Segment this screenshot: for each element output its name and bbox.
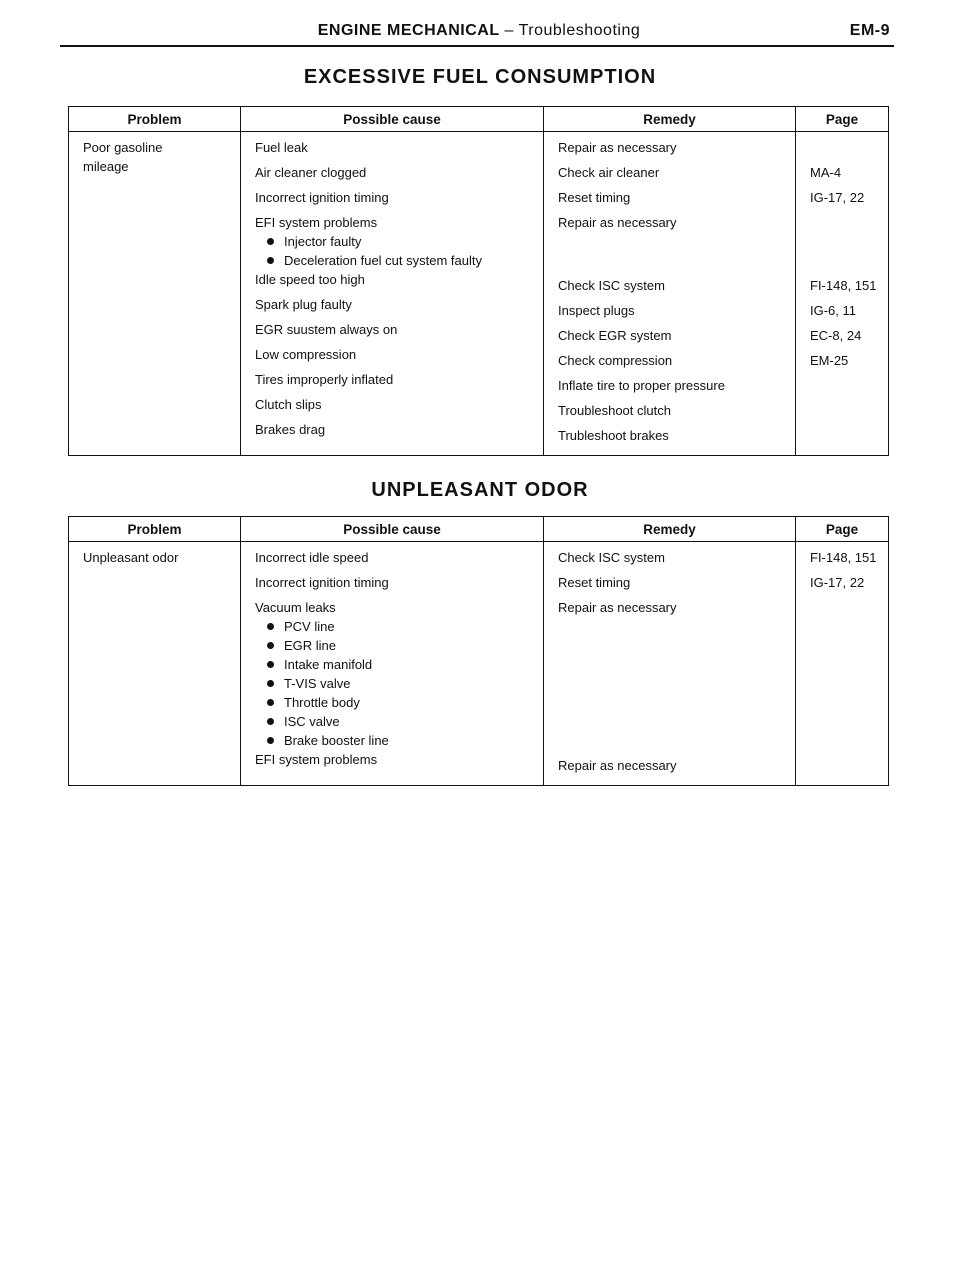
fuel-consumption-table: [68, 106, 889, 456]
cause-text: Air cleaner clogged: [255, 165, 367, 180]
problem-text: mileage: [83, 159, 129, 174]
remedy-text: Trubleshoot brakes: [558, 428, 669, 443]
bullet-icon: [267, 680, 274, 687]
problem-text: Unpleasant odor: [83, 550, 179, 565]
page-ref: IG-17, 22: [810, 190, 865, 205]
problem-cell: [69, 542, 241, 786]
table-header-row: [69, 517, 889, 542]
cause-sub-text: Deceleration fuel cut system faulty: [284, 253, 482, 268]
page-cell: [796, 132, 889, 456]
page-ref: FI-148, 151: [810, 278, 877, 293]
bullet-icon: [267, 718, 274, 725]
cause-sub-text: ISC valve: [284, 714, 340, 729]
page-ref: EC-8, 24: [810, 328, 862, 343]
fuel-table-body: [69, 132, 889, 456]
column-header-remedy: Remedy: [544, 517, 796, 542]
page-ref: [810, 376, 888, 395]
remedy-text: Repair as necessary: [558, 758, 677, 773]
table-header-row: [69, 107, 889, 132]
remedy-text: Inspect plugs: [558, 303, 635, 318]
remedy-text: Check ISC system: [558, 278, 665, 293]
page-ref: [810, 426, 888, 445]
cause-sub-item: [255, 636, 543, 655]
header-subsection: – Troubleshooting: [499, 22, 641, 39]
cause-sub-item: [255, 712, 543, 731]
remedy-cell: [544, 132, 796, 456]
cause-text: Tires improperly inflated: [255, 372, 394, 387]
cause-text: Clutch slips: [255, 397, 322, 412]
column-header-cause: Possible cause: [241, 107, 544, 132]
page-ref: MA-4: [810, 165, 842, 180]
cause-cell: [241, 542, 544, 786]
page-ref: [810, 138, 888, 157]
cause-sub-text: Brake booster line: [284, 733, 389, 748]
header-rule: [60, 45, 894, 47]
bullet-icon: [267, 257, 274, 264]
column-header-problem: Problem: [69, 517, 241, 542]
cause-text: Fuel leak: [255, 140, 308, 155]
page-ref: [810, 598, 888, 617]
unpleasant-odor-table: [68, 516, 889, 786]
bullet-icon: [267, 238, 274, 245]
column-header-page: Page: [796, 517, 889, 542]
remedy-text: Troubleshoot clutch: [558, 403, 671, 418]
remedy-text: Repair as necessary: [558, 215, 677, 230]
remedy-text: Repair as necessary: [558, 140, 677, 155]
bullet-icon: [267, 623, 274, 630]
remedy-text: Check air cleaner: [558, 165, 660, 180]
bullet-icon: [267, 661, 274, 668]
problem-cell: [69, 132, 241, 456]
cause-sub-item: [255, 731, 543, 750]
column-header-problem: Problem: [69, 107, 241, 132]
remedy-text: Repair as necessary: [558, 600, 677, 615]
cause-text: Vacuum leaks: [255, 600, 336, 615]
cause-sub-item: [255, 617, 543, 636]
header-section: ENGINE MECHANICAL: [317, 22, 500, 39]
cause-text: EFI system problems: [255, 752, 378, 767]
cause-sub-text: Intake manifold: [284, 657, 373, 672]
cause-sub-text: PCV line: [284, 619, 335, 634]
page-ref: IG-17, 22: [810, 575, 865, 590]
page-ref: [810, 756, 888, 775]
odor-section-title: UNPLEASANT ODOR: [371, 479, 589, 501]
cause-text: Low compression: [255, 347, 357, 362]
page-ref: [810, 213, 888, 232]
cause-sub-item: [255, 232, 543, 251]
column-header-cause: Possible cause: [241, 517, 544, 542]
cause-cell: [241, 132, 544, 456]
remedy-text: Reset timing: [558, 190, 631, 205]
bullet-icon: [267, 699, 274, 706]
bullet-icon: [267, 642, 274, 649]
column-header-page: Page: [796, 107, 889, 132]
remedy-text: Check ISC system: [558, 550, 665, 565]
problem-text: Poor gasoline: [83, 140, 163, 155]
page-ref: IG-6, 11: [810, 303, 857, 318]
cause-text: Incorrect ignition timing: [255, 575, 389, 590]
page-ref: EM-25: [810, 353, 849, 368]
remedy-text: Inflate tire to proper pressure: [558, 378, 725, 393]
bullet-icon: [267, 737, 274, 744]
fuel-section-title: EXCESSIVE FUEL CONSUMPTION: [303, 66, 657, 88]
cause-text: Idle speed too high: [255, 272, 365, 287]
remedy-text: Reset timing: [558, 575, 631, 590]
table-row: [69, 132, 889, 456]
column-header-remedy: Remedy: [544, 107, 796, 132]
remedy-text: Check EGR system: [558, 328, 672, 343]
cause-text: Incorrect idle speed: [255, 550, 369, 565]
page-ref: FI-148, 151: [810, 550, 877, 565]
page-code: EM-9: [849, 22, 890, 39]
table-row: [69, 542, 889, 786]
page-ref: [810, 401, 888, 420]
cause-sub-text: Injector faulty: [284, 234, 362, 249]
cause-sub-item: [255, 251, 543, 270]
cause-sub-text: EGR line: [284, 638, 337, 653]
cause-text: EGR suustem always on: [255, 322, 398, 337]
page-cell: [796, 542, 889, 786]
cause-sub-text: T-VIS valve: [284, 676, 351, 691]
cause-text: EFI system problems: [255, 215, 378, 230]
odor-table-body: [69, 542, 889, 786]
cause-sub-item: [255, 655, 543, 674]
cause-sub-item: [255, 693, 543, 712]
remedy-cell: [544, 542, 796, 786]
cause-sub-item: [255, 674, 543, 693]
cause-sub-text: Throttle body: [284, 695, 360, 710]
cause-text: Spark plug faulty: [255, 297, 352, 312]
header-title: [68, 22, 890, 40]
page-header: [68, 22, 890, 46]
cause-text: Incorrect ignition timing: [255, 190, 389, 205]
cause-text: Brakes drag: [255, 422, 326, 437]
remedy-text: Check compression: [558, 353, 673, 368]
